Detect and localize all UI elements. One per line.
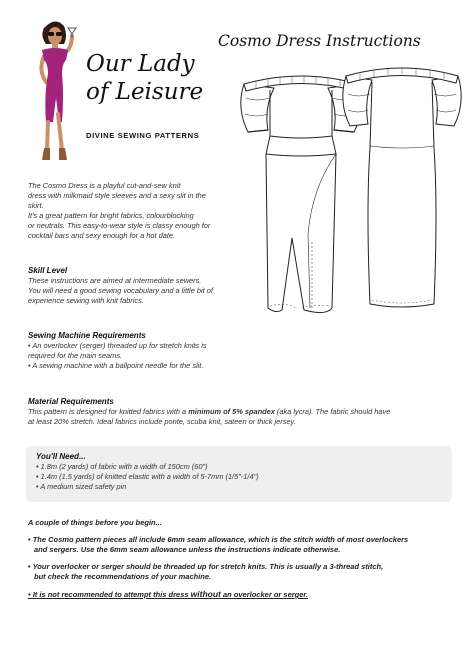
brand-name-line2: of Leisure bbox=[86, 79, 204, 105]
brand-logo bbox=[22, 14, 202, 164]
intro-line: dress with milkmaid style sleeves and a sexy slit in the bbox=[28, 191, 206, 200]
machine-line: • A sewing machine with a ballpoint needle for the slit. bbox=[28, 361, 204, 370]
brand-name-line1: Our Lady bbox=[86, 51, 195, 77]
tip-warning bbox=[28, 589, 458, 600]
machine-requirements-section bbox=[28, 330, 268, 371]
intro-line: or neutrals. This easy-to-wear style is classy enough for bbox=[28, 221, 211, 230]
tip-line: • Your overlocker or serger should be threaded up for stretch knits. This is usually a 3-thread stitch, bbox=[28, 562, 384, 571]
tip-line: but check the recommendations of your machine. bbox=[34, 572, 212, 581]
dress-back-sketch bbox=[343, 68, 461, 307]
machine-line: • An overlocker (serger) threaded up for stretch knits is bbox=[28, 341, 207, 350]
intro-line: The Cosmo Dress is a playful cut-and-sew knit bbox=[28, 181, 181, 190]
machine-requirements-heading: Sewing Machine Requirements bbox=[28, 331, 146, 340]
skill-level-section bbox=[28, 265, 268, 306]
youll-need-heading: You'll Need... bbox=[36, 452, 86, 461]
tips-heading: A couple of things before you begin... bbox=[28, 518, 162, 527]
material-requirements-heading: Material Requirements bbox=[28, 397, 114, 406]
skill-line: These instructions are aimed at intermediate sewers. bbox=[28, 276, 202, 285]
intro-line: cocktail bars and sexy enough for a hot date. bbox=[28, 231, 176, 240]
skill-line: experience sewing with knit fabrics. bbox=[28, 296, 144, 305]
material-line bbox=[28, 407, 458, 417]
youll-need-box bbox=[26, 446, 452, 502]
dress-sketch bbox=[236, 58, 464, 340]
tip-line: and sergers. Use the 6mm seam allowance unless the instructions indicate otherwise. bbox=[34, 545, 341, 554]
intro-line: skirt. bbox=[28, 201, 44, 210]
need-item: • A medium sized safety pin bbox=[36, 482, 127, 491]
material-text-pre: This pattern is designed for knitted fabrics with a bbox=[28, 407, 189, 416]
tip-warning-emphasis: without bbox=[190, 589, 221, 599]
skill-line: You will need a good sewing vocabulary and a little bit of bbox=[28, 286, 213, 295]
brand-tagline: DIVINE SEWING PATTERNS bbox=[86, 131, 200, 140]
skill-level-heading: Skill Level bbox=[28, 266, 68, 275]
tip-warning-post: an overlocker or serger. bbox=[220, 590, 309, 599]
material-requirements-section bbox=[28, 396, 458, 427]
page-title: Cosmo Dress Instructions bbox=[218, 32, 421, 50]
tip-line: • The Cosmo pattern pieces all include 6mm seam allowance, which is the stitch width of most overlockers bbox=[28, 535, 409, 544]
material-spandex-bold: minimum of 5% spandex bbox=[188, 407, 275, 416]
material-text-post: (aka lycra). The fabric should have bbox=[274, 407, 391, 416]
intro-text bbox=[28, 181, 263, 241]
woman-illustration-icon bbox=[22, 14, 88, 164]
tips-section bbox=[28, 518, 458, 600]
tip-warning-pre: • It is not recommended to attempt this dress bbox=[28, 590, 191, 599]
need-item: • 1.8m (2 yards) of fabric with a width of 150cm (60") bbox=[36, 462, 208, 471]
machine-line: required for the main seams. bbox=[28, 351, 123, 360]
intro-line: It's a great pattern for bright fabrics, colourblocking bbox=[28, 211, 194, 220]
material-line: at least 20% stretch. Ideal fabrics include ponte, scuba knit, sateen or thick jersey. bbox=[28, 417, 296, 426]
need-item: • 1.4m (1.5 yards) of knitted elastic with a width of 5-7mm (1/5"-1/4") bbox=[36, 472, 259, 481]
